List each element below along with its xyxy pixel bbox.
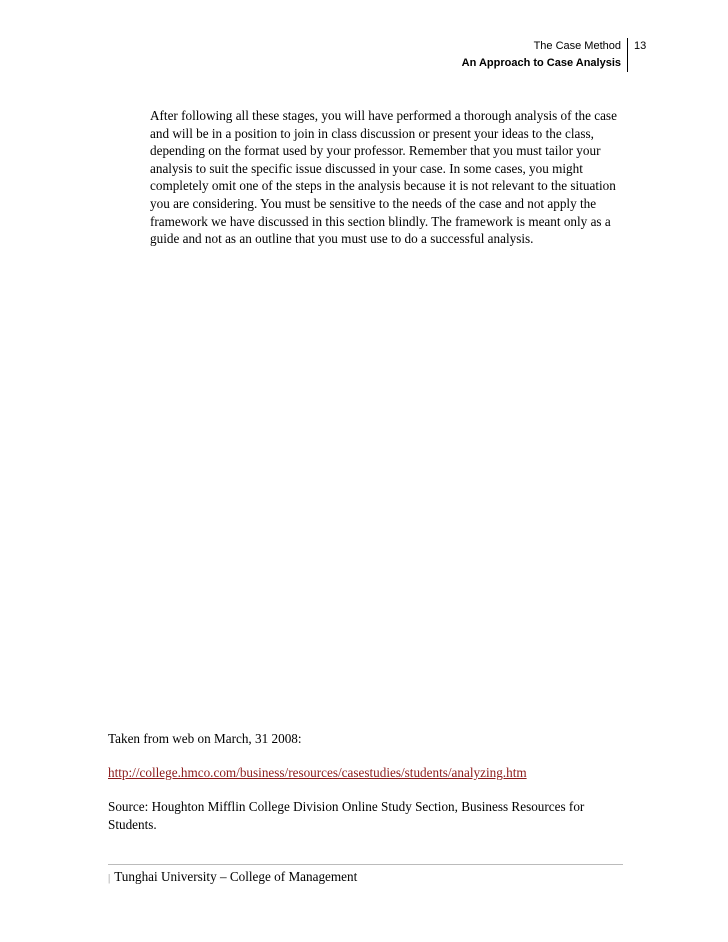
header-subtitle: An Approach to Case Analysis — [461, 57, 621, 69]
source-text: Source: Houghton Mifflin College Division Online Study Section, Business Resources for Students. — [108, 799, 585, 832]
page-header — [462, 38, 628, 72]
footer-bar-icon: | — [108, 872, 111, 884]
footer-text: Tunghai University – College of Management — [114, 869, 358, 884]
page-number: 13 — [634, 40, 647, 52]
body-paragraph: After following all these stages, you will have performed a thorough analysis of the case and will be in a position to join in class discussion or present your ideas to the class, depending on the format used by your professor. Remember that you must tailor your analysis to suit the specific issue discussed in your case. In some cases, you might completely omit one of the steps in the analysis because it is not relevant to the situation you are considering. You must be sensitive to the needs of the case and not apply the framework we have discussed in this section blindly. The framework is meant only as a guide and not as an outline that you must use to do a successful analysis. — [150, 108, 617, 247]
source-link[interactable]: http://college.hmco.com/business/resources/casestudies/students/analyzing.htm — [108, 765, 527, 780]
taken-from-text: Taken from web on March, 31 2008: — [108, 731, 302, 746]
footer-rule — [108, 864, 623, 865]
header-title: The Case Method — [533, 40, 621, 52]
page-footer — [108, 868, 357, 887]
